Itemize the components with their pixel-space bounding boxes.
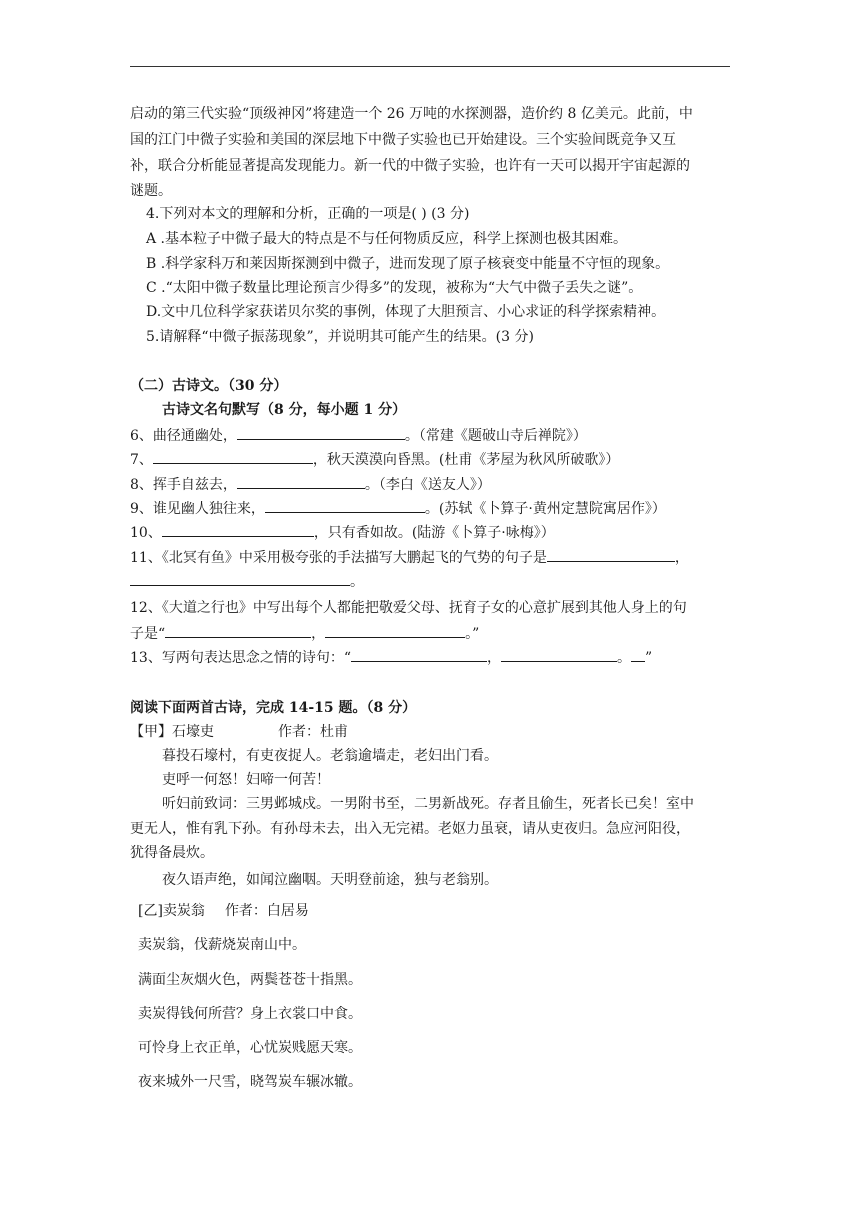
q4-option-d: D.文中几位科学家获诺贝尔奖的事例，体现了大胆预言、小心求证的科学探索精神。 [146,304,666,320]
q4-option-b: B .科学家科万和莱因斯探测到中微子，进而发现了原子核衰变中能量不守恒的现象。 [146,256,670,272]
question-12-cont: 子是“ ， 。” [130,622,479,644]
answer-blank[interactable] [153,448,313,464]
answer-blank[interactable] [351,646,487,662]
intro-line: 补，联合分析能显著提高发现能力。新一代的中微子实验，也许有一天可以揭开宇宙起源的 [130,158,690,174]
poem-yi-line: 夜来城外一尺雪，晓驾炭车辗冰辙。 [138,1074,362,1090]
q4-stem: 4.下列对本文的理解和分析，正确的一项是( ) (3 分) [146,206,470,222]
question-8: 8、挥手自兹去， 。（李白《送友人》） [130,473,491,495]
question-7: 7、 ，秋天漠漠向昏黑。(杜甫《茅屋为秋风所破歌》） [130,448,619,470]
poem-jia-line: 暮投石壕村，有吏夜捉人。老翁逾墙走，老妇出门看。 [162,748,498,764]
poem-yi-title: [乙]卖炭翁 [138,903,205,919]
reading-title: 阅读下面两首古诗，完成 14-15 题。（8 分） [130,700,417,716]
header-rule [130,66,730,67]
answer-blank[interactable] [165,622,311,638]
answer-blank[interactable] [237,424,405,440]
intro-line: 国的江门中微子实验和美国的深层地下中微子实验也已开始建设。三个实验间既竞争又互 [130,132,676,148]
poem-jia-line: 听妇前致词：三男邺城戍。一男附书至，二男新战死。存者且偷生，死者长已矣！室中 [162,796,694,812]
question-13: 13、写两句表达思念之情的诗句：“ ， 。 ” [130,646,652,668]
poem-yi-line: 满面尘灰烟火色，两鬓苍苍十指黑。 [138,972,362,988]
poem-yi-line: 卖炭得钱何所营？身上衣裳口中食。 [138,1006,362,1022]
poem-jia-line: 更无人，惟有乳下孙。有孙母未去，出入无完裙。老妪力虽衰，请从吏夜归。急应河阳役， [130,821,690,837]
poem-yi-line: 卖炭翁，伐薪烧炭南山中。 [138,937,306,953]
poem-jia-line: 夜久语声绝，如闻泣幽咽。天明登前途，独与老翁别。 [162,872,498,888]
section-title: （二）古诗文。（30 分） [130,378,288,394]
answer-blank[interactable] [325,622,465,638]
poem-jia-line: 犹得备晨炊。 [130,845,214,861]
poem-jia-line: 吏呼一何怒！妇啼一何苦！ [162,772,330,788]
question-11: 11、《北冥有鱼》中采用极夸张的手法描写大鹏起飞的气势的句子是 ， [130,546,689,568]
answer-blank[interactable] [265,497,425,513]
poem-jia-heading [130,722,348,742]
question-12: 12、《大道之行也》中写出每个人都能把敬爱父母、抚育子女的心意扩展到其他人身上的句 [130,600,687,616]
q4-option-c: C .“太阳中微子数量比理论预言少得多”的发现，被称为“大气中微子丢失之谜”。 [146,280,643,296]
answer-blank[interactable] [237,473,365,489]
question-10: 10、 ，只有香如故。(陆游《卜算子·咏梅》） [130,521,555,543]
poem-jia-title: 【甲】石壕吏 [130,724,214,740]
answer-blank[interactable] [162,521,314,537]
poem-yi-line: 可怜身上衣正单，心忧炭贱愿天寒。 [138,1040,362,1056]
answer-blank[interactable] [547,546,675,562]
q5-stem: 5.请解释“中微子振荡现象”，并说明其可能产生的结果。(3 分) [146,329,534,345]
poem-yi-heading [138,901,309,921]
section-subtitle: 古诗文名句默写（8 分，每小题 1 分） [162,402,407,418]
answer-blank[interactable] [631,646,645,662]
intro-line: 谜题。 [130,183,172,199]
question-11-cont: 。 [130,570,364,592]
answer-blank[interactable] [130,570,350,586]
poem-jia-author: 作者：杜甫 [278,724,348,740]
intro-line: 启动的第三代实验“顶级神冈”将建造一个 26 万吨的水探测器，造价约 8 亿美元。此前，中 [130,106,693,122]
q4-option-a: A .基本粒子中微子最大的特点是不与任何物质反应，科学上探测也极其困难。 [146,231,628,247]
question-9: 9、谁见幽人独往来， 。(苏轼《卜算子·黄州定慧院寓居作》） [130,497,666,519]
answer-blank[interactable] [501,646,617,662]
question-6: 6、曲径通幽处， 。（常建《题破山寺后禅院》） [130,424,587,446]
poem-yi-author: 作者：白居易 [224,903,309,919]
